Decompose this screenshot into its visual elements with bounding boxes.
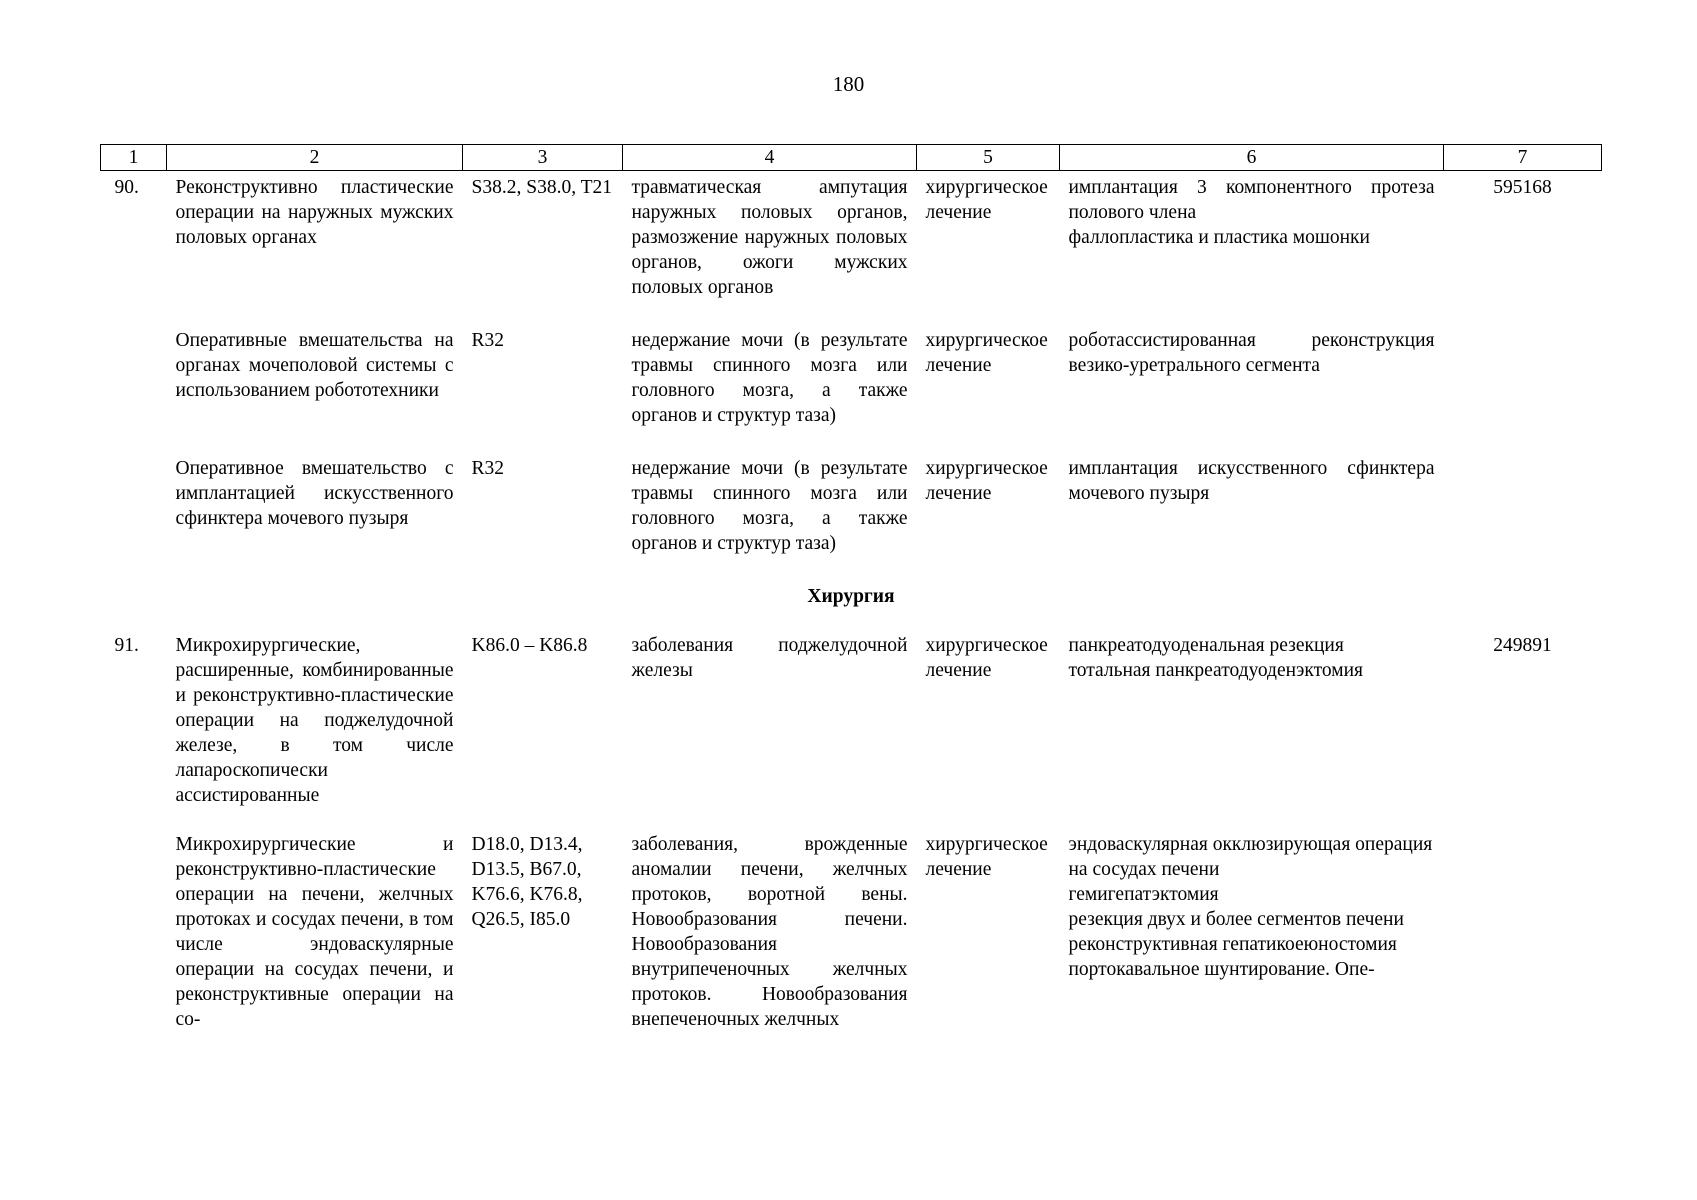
table-row <box>101 633 1602 832</box>
procedures-table <box>100 144 1602 1032</box>
treatment-type: хирургическое лечение <box>925 635 1048 681</box>
patient-model: недержание мочи (в результате травмы спинного мозга или головного мозга, а также органов и структур таза) <box>631 330 908 426</box>
row-number <box>101 832 167 1032</box>
patient-model: заболевания поджелудочной железы <box>631 635 908 681</box>
treatment-method <box>1060 328 1444 456</box>
cost-value: 595168 <box>1493 177 1552 198</box>
table-row <box>101 328 1602 456</box>
cost-value: 249891 <box>1493 635 1552 656</box>
treatment-type: хирургическое лечение <box>925 330 1048 376</box>
patient-model: недержание мочи (в результате травмы спинного мозга или головного мозга, а также органов и структур таза) <box>631 458 908 554</box>
treatment-type: хирургическое лечение <box>925 834 1048 880</box>
cost-value <box>1444 456 1602 584</box>
table-row <box>101 832 1602 1032</box>
treatment-method <box>1060 456 1444 584</box>
procedures-table-wrapper <box>100 144 1601 1032</box>
method-line: реконструктивная гепатикоеюностомия <box>1068 934 1397 955</box>
treatment-method <box>1060 171 1444 329</box>
cost-value <box>1444 832 1602 1032</box>
icd-codes: R32 <box>471 458 505 479</box>
procedure-name: Микрохирургические и реконструктивно-пластические операции на печени, желчных протоках и сосудах печени, в том числе эндоваскулярные операции на сосудах печени, и реконструктивные операции на со- <box>175 834 454 1030</box>
procedure-name: Оперативное вмешательство с имплантацией искусственного сфинктера мочевого пузыря <box>175 458 454 529</box>
column-header-2: 2 <box>167 145 463 171</box>
row-number: 90. <box>114 177 139 198</box>
column-header-5: 5 <box>917 145 1060 171</box>
column-header-4: 4 <box>623 145 917 171</box>
procedure-name: Реконструктивно пластические операции на наружных мужских половых органах <box>175 177 454 248</box>
method-line: имплантация искусственного сфинктера мочевого пузыря <box>1068 458 1435 504</box>
column-header-6: 6 <box>1060 145 1444 171</box>
table-row <box>101 456 1602 584</box>
method-line: тотальная панкреатодуоденэктомия <box>1068 660 1364 681</box>
column-number-row <box>101 145 1602 171</box>
patient-model: травматическая ампутация наружных половых органов, размозжение наружных половых органов, ожоги мужских половых органов <box>631 177 908 298</box>
method-line: резекция двух и более сегментов печени <box>1068 909 1404 930</box>
procedure-name: Микрохирургические, расширенные, комбинированные и реконструктивно-пластические операции на поджелудочной железе, в том числе лапароскопически ассистированные <box>175 635 454 806</box>
method-line: портокавальное шунтирование. Опе- <box>1068 959 1375 980</box>
row-number <box>101 328 167 456</box>
section-row <box>101 584 1602 633</box>
section-title: Хирургия <box>807 586 895 607</box>
treatment-type: хирургическое лечение <box>925 177 1048 223</box>
column-header-1: 1 <box>101 145 167 171</box>
column-header-3: 3 <box>463 145 623 171</box>
cost-value <box>1444 328 1602 456</box>
icd-codes: S38.2, S38.0, T21 <box>471 177 612 198</box>
row-number <box>101 456 167 584</box>
method-line: фаллопластика и пластика мошонки <box>1068 227 1370 248</box>
method-line: гемигепатэктомия <box>1068 884 1219 905</box>
column-header-7: 7 <box>1444 145 1602 171</box>
method-line: эндоваскулярная окклюзирующая операция на сосудах печени <box>1068 834 1433 880</box>
row-number: 91. <box>114 635 139 656</box>
treatment-method <box>1060 832 1444 1032</box>
icd-codes: D18.0, D13.4, D13.5, B67.0, K76.6, K76.8, Q26.5, I85.0 <box>471 834 583 930</box>
method-line: панкреатодуоденальная резекция <box>1068 635 1344 656</box>
page-number: 180 <box>832 72 865 96</box>
icd-codes: K86.0 – K86.8 <box>471 635 588 656</box>
method-line: имплантация 3 компонентного протеза полового члена <box>1068 177 1435 223</box>
patient-model: заболевания, врожденные аномалии печени, желчных протоков, воротной вены. Новообразования печени. Новообразования внутрипеченочных желчных протоков. Новообразования внепеченочных желчных <box>631 834 908 1030</box>
treatment-type: хирургическое лечение <box>925 458 1048 504</box>
table-row <box>101 171 1602 329</box>
icd-codes: R32 <box>471 330 505 351</box>
procedure-name: Оперативные вмешательства на органах мочеполовой системы с использованием робототехники <box>175 330 454 401</box>
treatment-method <box>1060 633 1444 832</box>
method-line: роботассистированная реконструкция везико-уретрального сегмента <box>1068 330 1435 376</box>
